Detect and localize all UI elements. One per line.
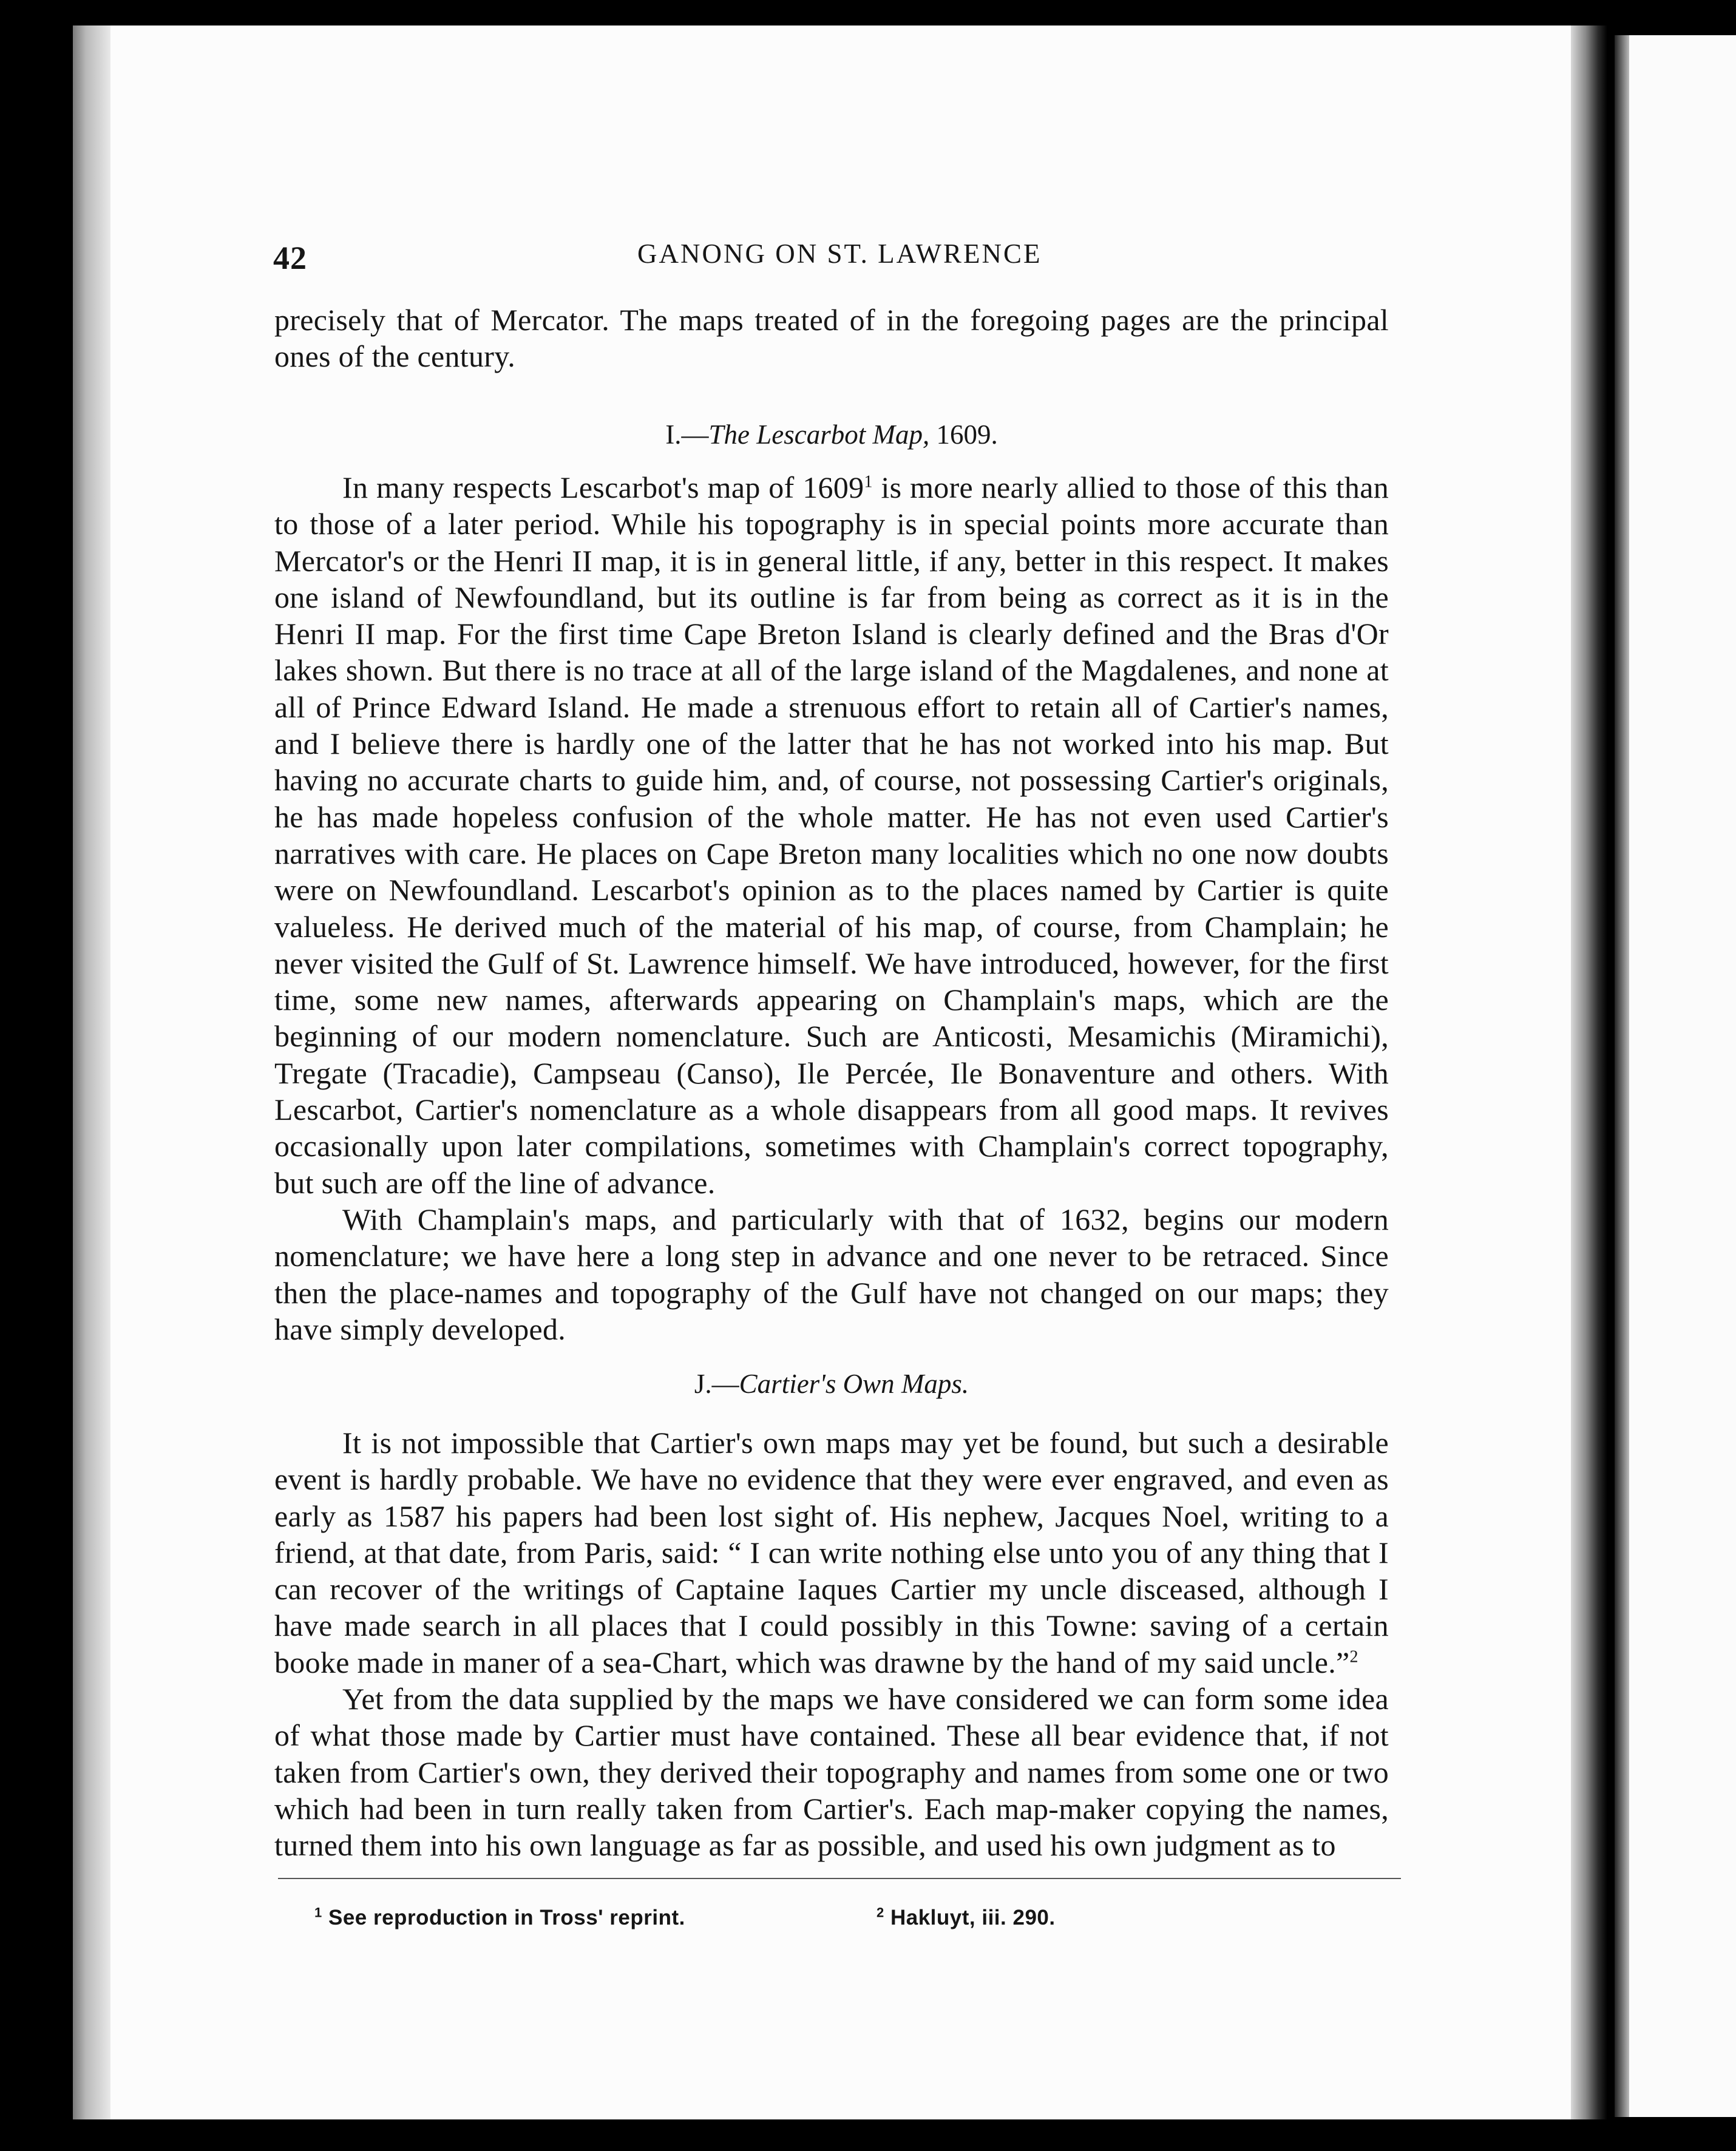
section-i-paragraph-1 [274,469,1389,1201]
section-j-title: Cartier's Own Maps. [739,1369,969,1399]
footnote-divider [278,1878,1401,1879]
paragraph-text: It is not impossible that Cartier's own maps may yet be found, but such a desirable event is hardly probable. We have no evidence that they were ever engraved, and even as early as 1587 his papers had been lost sight of. His nephew, Jacques Noel, writing to a friend, at that date, from Paris, said: “ I can write nothing else unto you of any thing that I can recover of the writings of Captaine Iaques Cartier my uncle disceased, although I have made search in all places that I could possibly in this Towne: saving of a certain booke made in maner of a sea-Chart, which was drawne by the hand of my said uncle.” [274,1426,1389,1679]
paragraph-text: In many respects Lescarbot's map of 1609 [342,470,864,504]
footnote-marker-1[interactable]: 1 [864,472,873,492]
section-i-title: The Lescarbot Map, [708,419,930,450]
footnote-1-text: See reproduction in Tross' reprint. [322,1906,685,1929]
paragraph-text: is more nearly allied to those of this than to those of a later period. While his topography is in special points more accurate than Mercator's or the Henri II map, it is in general little, if any, better in this respect. It makes one island of Newfoundland, but its outline is far from being as correct as it is in the Henri II map. For the first time Cape Breton Island is clearly defined and the Bras d'Or lakes shown. But there is no trace at all of the large island of the Magdalenes, and none at all of Prince Edward Island. He made a strenuous effort to retain all of Cartier's names, and I believe there is hardly one of the latter that he has not worked into his map. But having no accurate charts to guide him, and, of course, not possessing Cartier's originals, he has made hopeless confusion of the whole matter. He has not even used Cartier's narratives with care. He places on Cape Breton many localities which no one now doubts were on Newfoundland. Lescarbot's opinion as to the places named by Cartier is quite valueless. He derived much of the material of his map, of course, from Champlain; he never visited the Gulf of St. Lawrence himself. We have introduced, however, for the first time, some new names, afterwards appearing on Champlain's maps, which are the beginning of our modern nomenclature. Such are Anticosti, Mesamichis (Miramichi), Tregate (Tracadie), Campseau (Canso), Ile Percée, Ile Bonaventure and others. With Lescarbot, Cartier's nomenclature as a whole disappears from all good maps. It revives occasionally upon later compilations, sometimes with Champlain's correct topography, but such are off the line of advance. [274,470,1389,1200]
section-i-year: 1609. [929,419,998,450]
section-i-label: I.— [665,419,709,450]
section-j-label: J.— [694,1369,739,1399]
footnote-2 [876,1906,1056,1930]
footnote-marker-2[interactable]: 2 [1349,1647,1358,1667]
footnote-2-marker: 2 [876,1905,884,1920]
adjacent-page-edge [1615,35,1629,2117]
running-head: GANONG ON ST. LAWRENCE [637,239,1042,269]
section-heading-i [274,419,1389,450]
section-i-paragraph-2: With Champlain's maps, and particularly with that of 1632, begins our modern nomenclature; we have here a long step in advance and one never to be retraced. Since then the place-names and topography of the Gulf have not changed on our maps; they have simply developed. [274,1202,1389,1346]
intro-paragraph-block [274,302,1389,375]
footnote-1 [314,1906,685,1930]
footnote-2-text: Hakluyt, iii. 290. [884,1906,1056,1929]
adjacent-page [1615,35,1736,2117]
section-j-paragraph-1 [274,1424,1389,1681]
section-j-body [274,1424,1389,1864]
page-number: 42 [273,240,307,276]
intro-paragraph: precisely that of Mercator. The maps treated of in the foregoing pages are the principal ones of the century. [274,303,1389,374]
section-i-body [274,469,1389,1347]
footnote-1-marker: 1 [314,1905,322,1920]
page-edge-shadow [1571,25,1607,2119]
page-gutter-shadow [73,25,110,2119]
section-j-paragraph-2: Yet from the data supplied by the maps we have considered we can form some idea of what those made by Cartier must have contained. These all bear evidence that, if not taken from Cartier's own, they derived their topography and names from some one or two which had been in turn really taken from Cartier's. Each map-maker copying the names, turned them into his own language as far as possible, and used his own judgment as to [274,1682,1389,1863]
section-heading-j [274,1368,1389,1400]
